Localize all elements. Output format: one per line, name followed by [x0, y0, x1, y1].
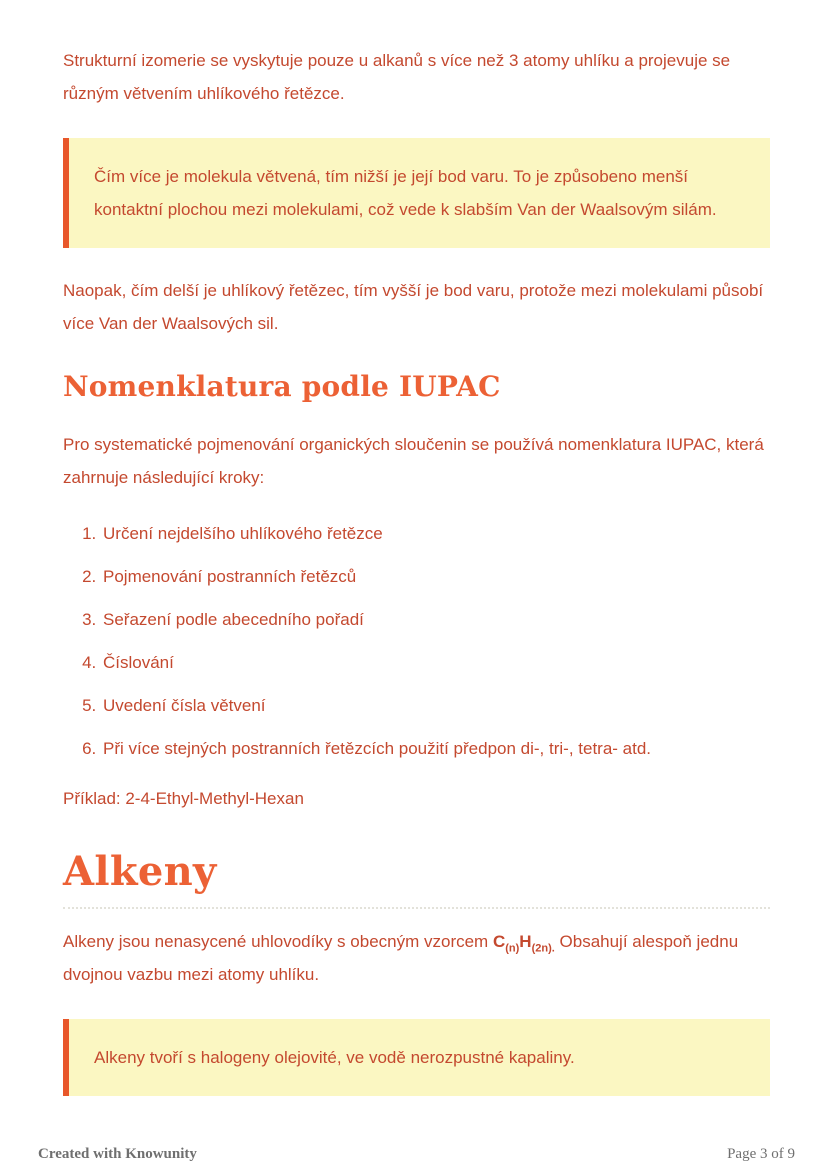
formula-hydrogen-symbol: H [519, 932, 532, 951]
heading-nomenclature-iupac: Nomenklatura podle IUPAC [63, 370, 501, 403]
footer-created-with: Created with Knowunity [38, 1146, 197, 1162]
footer-page-number: Page 3 of 9 [727, 1146, 795, 1162]
formula-hydrogen-subscript: (2n). [531, 942, 555, 955]
page-footer [0, 1146, 828, 1163]
list-item: 3. Seřazení podle abecedního pořadí [101, 608, 770, 631]
formula-carbon-subscript: (n) [505, 942, 520, 955]
formula-carbon-symbol: C [492, 932, 506, 951]
list-item: 1. Určení nejdelšího uhlíkového řetězce [101, 522, 770, 545]
paragraph-alkenes-definition [63, 925, 770, 991]
callout-branching-boiling-point [63, 138, 770, 248]
paragraph-example: Příklad: 2-4-Ethyl-Methyl-Hexan [63, 789, 304, 808]
list-item: 2. Pojmenování postranních řetězců [101, 565, 770, 588]
paragraph-chain-length: Naopak, čím delší je uhlíkový řetězec, tím vyšší je bod varu, protože mezi molekulami působí více Van der Waalsových sil. [63, 281, 764, 333]
list-item: 5. Uvedení čísla větvení [101, 694, 770, 717]
paragraph-structural-isomerism: Strukturní izomerie se vyskytuje pouze u alkanů s více než 3 atomy uhlíku a projevuje se různým větvením uhlíkového řetězce. [63, 51, 731, 103]
paragraph-iupac-intro: Pro systematické pojmenování organických sloučenin se používá nomenklatura IUPAC, která zahrnuje následující kroky: [63, 435, 764, 487]
iupac-steps-list [63, 522, 770, 760]
callout-alkenes-text: Alkeny tvoří s halogeny olejovité, ve vodě nerozpustné kapaliny. [94, 1048, 575, 1067]
list-item: 6. Při více stejných postranních řetězcích použití předpon di-, tri-, tetra- atd. [101, 737, 770, 760]
callout-branching-text: Čím více je molekula větvená, tím nižší je její bod varu. To je způsobeno menší kontaktní plochou mezi molekulami, což vede k slabším Van der Waalsovým silám. [94, 167, 717, 219]
alkenes-text-before-formula: Alkeny jsou nenasycené uhlovodíky s obecným vzorcem [63, 932, 493, 951]
callout-alkenes-halogens [63, 1019, 770, 1096]
alkenes-text-after-formula: Obsahují alespoň jednu dvojnou vazbu mezi atomy uhlíku. [63, 932, 739, 984]
dotted-divider [63, 907, 770, 909]
list-item: 4. Číslování [101, 651, 770, 674]
general-formula [492, 932, 555, 955]
heading-alkenes: Alkeny [63, 848, 217, 895]
